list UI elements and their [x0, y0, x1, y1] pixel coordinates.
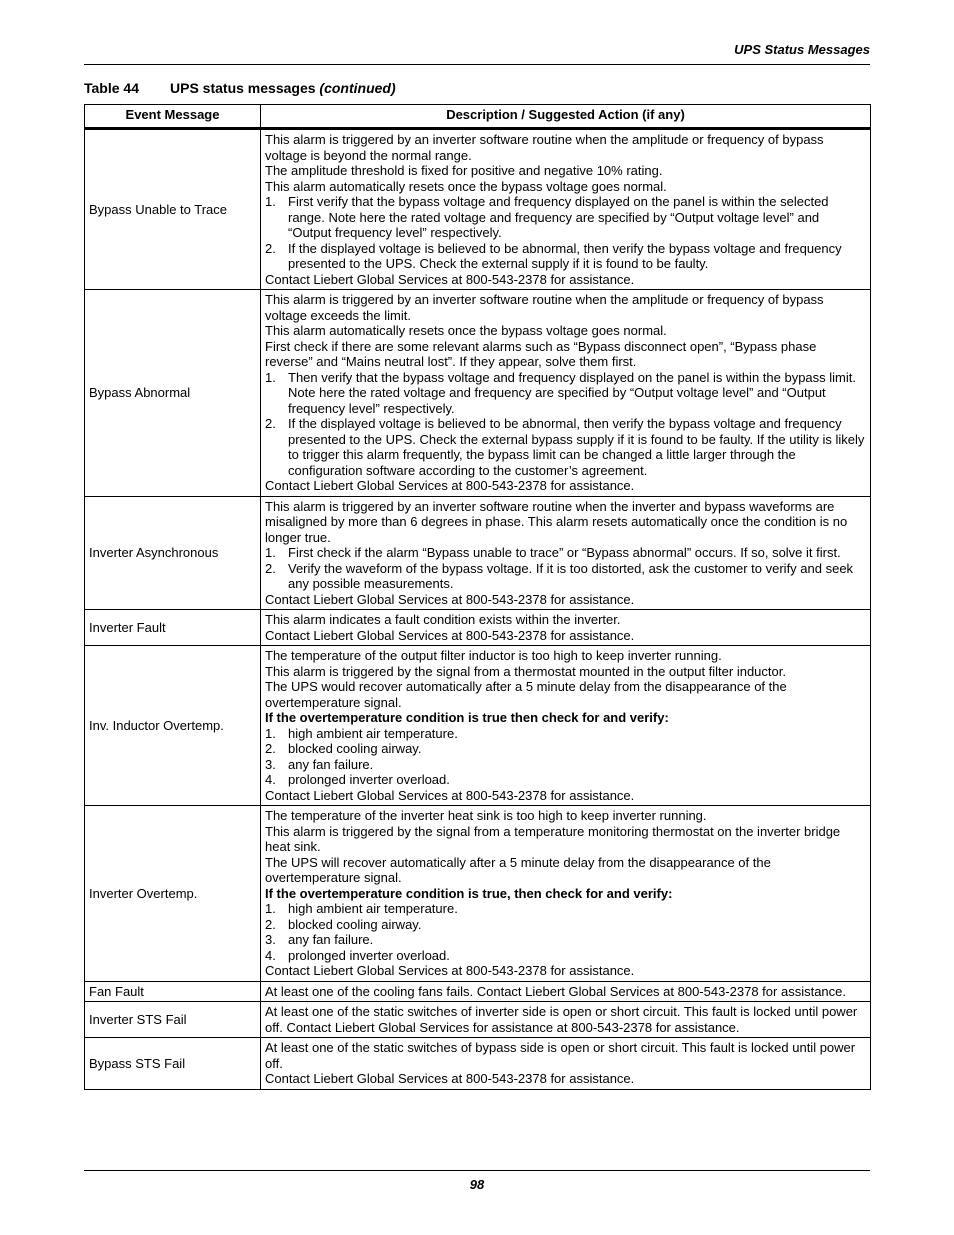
step-text: prolonged inverter overload.	[288, 772, 450, 787]
step-text: blocked cooling airway.	[288, 916, 422, 932]
event-message-cell: Fan Fault	[85, 981, 261, 1002]
step-number: 4.	[265, 947, 276, 963]
step-text: Verify the waveform of the bypass voltage. If it is too distorted, ask the customer to verify and seek any possible measurements.	[288, 560, 854, 591]
event-message-cell: Bypass Unable to Trace	[85, 129, 261, 290]
footer-rule	[84, 1170, 870, 1171]
table-row	[85, 1002, 871, 1038]
description-paragraph: Contact Liebert Global Services at 800-543-2378 for assistance.	[265, 478, 635, 493]
description-cell	[261, 1038, 871, 1090]
action-step-list	[265, 726, 866, 788]
check-instruction: If the overtemperature condition is true then check for and verify:	[265, 710, 669, 725]
table-header-row	[85, 105, 871, 129]
step-text: First verify that the bypass voltage and frequency displayed on the panel is within the selected range. Note here the rated voltage and frequency are specified by “Output voltage level” and “Output frequency level” respectively.	[288, 194, 829, 240]
description-cell	[261, 610, 871, 646]
description-cell	[261, 496, 871, 610]
action-step-list	[265, 901, 866, 963]
step-number: 2.	[265, 416, 276, 431]
header-rule	[84, 64, 870, 65]
table-row	[85, 806, 871, 982]
step-number: 2.	[265, 741, 276, 756]
running-header-title: UPS Status Messages	[734, 42, 870, 57]
step-number: 1.	[265, 194, 276, 209]
table-row	[85, 290, 871, 497]
description-paragraph: This alarm automatically resets once the bypass voltage goes normal.	[265, 178, 667, 194]
description-paragraph: This alarm is triggered by the signal from a thermostat mounted in the output filter inductor.	[265, 663, 786, 679]
action-step	[265, 901, 866, 917]
action-step	[265, 545, 866, 561]
description-paragraph: This alarm is triggered by an inverter software routine when the amplitude or frequency of bypass voltage exceeds the limit.	[265, 292, 824, 323]
description-paragraph: The temperature of the output filter inductor is too high to keep inverter running.	[265, 648, 722, 663]
step-text: any fan failure.	[288, 932, 374, 947]
step-text: any fan failure.	[288, 756, 374, 772]
step-number: 1.	[265, 369, 276, 385]
table-row	[85, 981, 871, 1002]
action-step	[265, 194, 866, 241]
event-message-cell: Inverter Overtemp.	[85, 806, 261, 982]
action-step	[265, 772, 866, 788]
event-message-cell: Bypass Abnormal	[85, 290, 261, 497]
description-paragraph: This alarm automatically resets once the bypass voltage goes normal.	[265, 323, 667, 338]
description-paragraph: The UPS will recover automatically after a 5 minute delay from the disappearance of the overtemperature signal.	[265, 854, 771, 885]
step-number: 1.	[265, 545, 276, 560]
table-row	[85, 129, 871, 290]
action-step	[265, 757, 866, 773]
step-number: 1.	[265, 901, 276, 916]
table-row	[85, 496, 871, 610]
table-row	[85, 646, 871, 806]
table-row	[85, 610, 871, 646]
action-step	[265, 241, 866, 272]
step-text: First check if the alarm “Bypass unable to trace” or “Bypass abnormal” occurs. If so, solve it first.	[288, 545, 841, 560]
action-step-list	[265, 545, 866, 592]
action-step	[265, 948, 866, 964]
description-paragraph: Contact Liebert Global Services at 800-543-2378 for assistance.	[265, 1071, 635, 1086]
description-paragraph: Contact Liebert Global Services at 800-543-2378 for assistance.	[265, 787, 635, 803]
description-paragraph: This alarm is triggered by an inverter software routine when the inverter and bypass waveforms are misaligned by more than 6 degrees in phase. This alarm resets automatically once the condition is no longer true.	[265, 498, 848, 545]
description-cell	[261, 981, 871, 1002]
event-message-cell: Bypass STS Fail	[85, 1038, 261, 1090]
step-number: 2.	[265, 560, 276, 576]
description-cell	[261, 806, 871, 982]
description-cell	[261, 290, 871, 497]
description-paragraph: At least one of the static switches of inverter side is open or short circuit. This fault is locked until power off. Contact Liebert Global Services for assistance at 800-543-2378 for assistance.	[265, 1004, 858, 1035]
table-caption	[84, 80, 396, 96]
description-paragraph: Contact Liebert Global Services at 800-543-2378 for assistance.	[265, 271, 635, 287]
action-step	[265, 416, 866, 478]
step-number: 3.	[265, 932, 276, 947]
step-text: If the displayed voltage is believed to be abnormal, then verify the bypass voltage and frequency presented to the UPS. Check the external bypass supply if it is found to be faulty. If the utility is likely to trigger this alarm frequently, the bypass limit can be changed a little larger through the configuration software according to the customer’s agreement.	[288, 416, 865, 478]
action-step-list	[265, 370, 866, 479]
description-paragraph: The amplitude threshold is fixed for positive and negative 10% rating.	[265, 163, 663, 178]
action-step	[265, 917, 866, 933]
action-step-list	[265, 194, 866, 272]
step-text: blocked cooling airway.	[288, 741, 422, 756]
action-step	[265, 741, 866, 757]
table-title: UPS status messages	[170, 80, 316, 96]
step-number: 4.	[265, 772, 276, 787]
action-step	[265, 561, 866, 592]
description-paragraph: At least one of the static switches of bypass side is open or short circuit. This fault is locked until power off.	[265, 1040, 856, 1071]
action-step	[265, 932, 866, 948]
step-text: If the displayed voltage is believed to be abnormal, then verify the bypass voltage and frequency presented to the UPS. Check the external supply if it is found to be faulty.	[288, 240, 842, 271]
description-paragraph: This alarm indicates a fault condition exists within the inverter.	[265, 612, 621, 627]
step-number: 2.	[265, 240, 276, 256]
ups-status-table	[84, 104, 871, 1090]
step-text: prolonged inverter overload.	[288, 947, 450, 963]
table-body	[85, 129, 871, 1090]
step-number: 2.	[265, 916, 276, 932]
description-paragraph: The temperature of the inverter heat sink is too high to keep inverter running.	[265, 808, 707, 823]
column-header-event-message: Event Message	[85, 105, 261, 129]
step-number: 3.	[265, 756, 276, 772]
description-paragraph: Contact Liebert Global Services at 800-543-2378 for assistance.	[265, 963, 635, 978]
table-number: Table 44	[84, 80, 139, 96]
description-cell	[261, 129, 871, 290]
description-paragraph: The UPS would recover automatically after a 5 minute delay from the disappearance of the overtemperature signal.	[265, 679, 787, 710]
event-message-cell: Inverter Asynchronous	[85, 496, 261, 610]
table-continued-label: (continued)	[319, 80, 396, 96]
description-paragraph: First check if there are some relevant alarms such as “Bypass disconnect open”, “Bypass phase reverse” and “Mains neutral lost”. If they appear, solve them first.	[265, 338, 817, 369]
description-paragraph: Contact Liebert Global Services at 800-543-2378 for assistance.	[265, 591, 635, 607]
description-paragraph: Contact Liebert Global Services at 800-543-2378 for assistance.	[265, 627, 635, 643]
description-cell	[261, 646, 871, 806]
description-paragraph: This alarm is triggered by the signal from a temperature monitoring thermostat on the inverter bridge heat sink.	[265, 823, 841, 854]
event-message-cell: Inverter STS Fail	[85, 1002, 261, 1038]
page-number: 98	[469, 1177, 485, 1192]
description-paragraph: This alarm is triggered by an inverter software routine when the amplitude or frequency of bypass voltage is beyond the normal range.	[265, 132, 824, 163]
step-text: high ambient air temperature.	[288, 725, 458, 741]
event-message-cell: Inverter Fault	[85, 610, 261, 646]
description-cell	[261, 1002, 871, 1038]
check-instruction: If the overtemperature condition is true, then check for and verify:	[265, 885, 673, 901]
step-number: 1.	[265, 725, 276, 741]
step-text: high ambient air temperature.	[288, 901, 458, 916]
table-row	[85, 1038, 871, 1090]
step-text: Then verify that the bypass voltage and frequency displayed on the panel is within the bypass limit. Note here the rated voltage and frequency are specified by “Output voltage level” and “Output frequency level” respectively.	[288, 369, 856, 416]
action-step	[265, 726, 866, 742]
event-message-cell: Inv. Inductor Overtemp.	[85, 646, 261, 806]
description-paragraph: At least one of the cooling fans fails. Contact Liebert Global Services at 800-543-2378 for assistance.	[265, 983, 847, 999]
action-step	[265, 370, 866, 417]
column-header-description: Description / Suggested Action (if any)	[261, 105, 871, 129]
